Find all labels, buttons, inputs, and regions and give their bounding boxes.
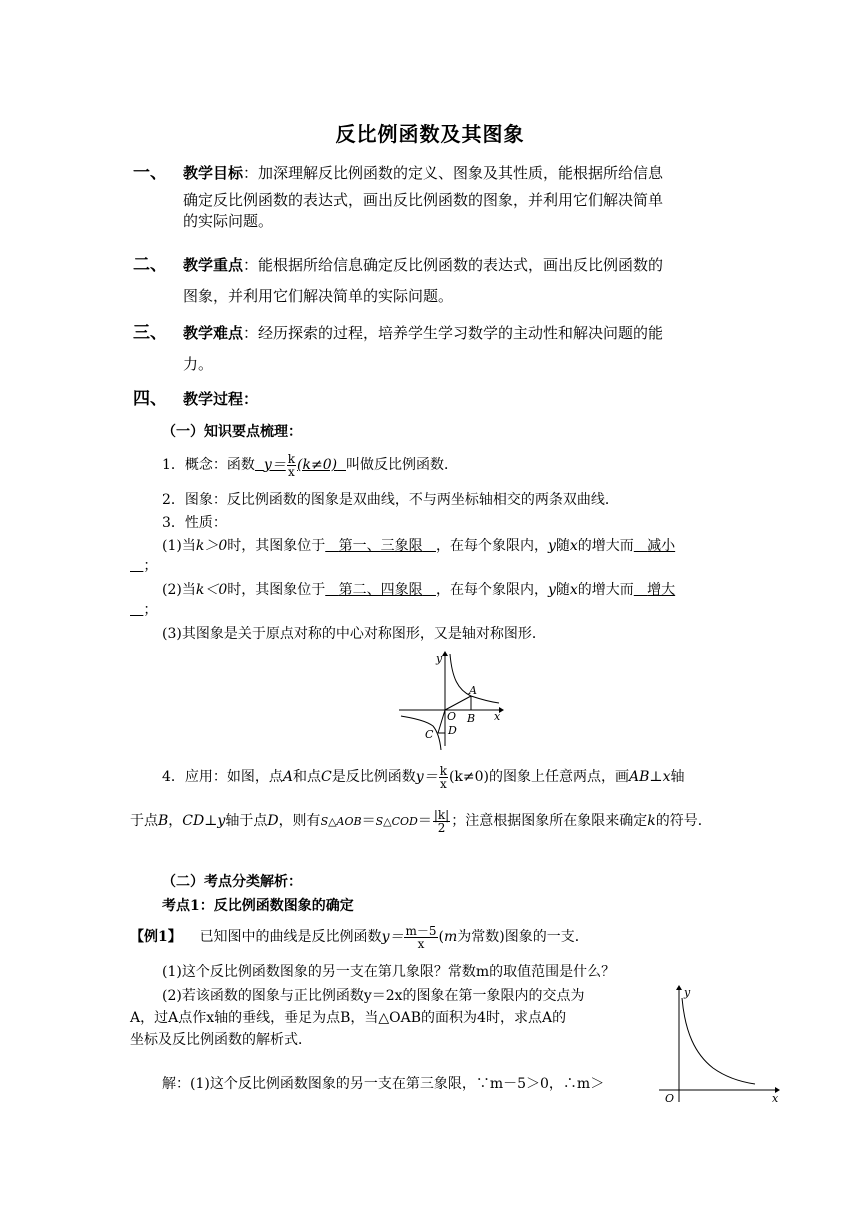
prop-text: 的增大而 bbox=[577, 538, 634, 554]
axis-label-x: x bbox=[494, 710, 501, 723]
section-body bbox=[183, 320, 731, 378]
part2-heading: （二）考点分类解析： bbox=[162, 874, 302, 890]
axis-label-y: y bbox=[684, 986, 691, 999]
prop-text: ； bbox=[143, 558, 158, 574]
item-text: 和点 bbox=[293, 769, 322, 785]
property-3: (3)其图象是关于原点对称的中心对称图形，又是轴对称图形． bbox=[162, 626, 546, 642]
prop-text: ，在每个象限内， bbox=[435, 538, 548, 554]
item-text: 的符号． bbox=[655, 813, 712, 829]
area-aob: S△AOB bbox=[320, 815, 362, 828]
point-label-a: A bbox=[469, 684, 477, 697]
segment-cd: CD bbox=[182, 813, 205, 829]
var-y: y bbox=[547, 538, 556, 554]
section-label: 教学难点 bbox=[183, 324, 244, 342]
prop-answer-text: 第一、三象限 bbox=[338, 538, 423, 554]
part1-heading: （一）知识要点梳理： bbox=[162, 424, 302, 440]
section-number: 四、 bbox=[133, 389, 167, 409]
point-b: B bbox=[158, 813, 169, 829]
item-text: ＝ bbox=[361, 813, 376, 829]
segment-ab: AB bbox=[629, 769, 650, 785]
formula-y: y＝ bbox=[415, 769, 438, 785]
kaodian-heading: 考点1：反比例函数图象的确定 bbox=[162, 898, 354, 914]
prop-answer bbox=[325, 538, 436, 554]
prop-cond: k＜0 bbox=[195, 582, 228, 598]
var-k: k bbox=[647, 813, 656, 829]
prop-text: (2)当 bbox=[162, 582, 196, 598]
property-2-tail bbox=[130, 600, 157, 620]
section-process bbox=[133, 386, 733, 414]
item-text: ＝ bbox=[417, 813, 432, 829]
prop-answer bbox=[325, 582, 436, 598]
prop-answer bbox=[634, 582, 675, 598]
item-application bbox=[162, 764, 685, 790]
prop-text: ，在每个象限内， bbox=[435, 582, 548, 598]
origin-label: O bbox=[447, 710, 457, 723]
point-c: C bbox=[321, 769, 332, 785]
section-body bbox=[183, 160, 731, 235]
item-text: 是反比例函数 bbox=[331, 769, 416, 785]
section-body bbox=[183, 386, 731, 413]
frac-num: |k| bbox=[433, 807, 450, 822]
prop-answer-text: 增大 bbox=[647, 582, 676, 598]
item-graph: 2．图象：反比例函数的图象是双曲线，不与两坐标轴相交的两条双曲线． bbox=[162, 492, 619, 508]
example-text: ( bbox=[438, 929, 444, 945]
section-text: ：经历探索的过程，培养学生学习数学的主动性和解决问题的能 bbox=[243, 324, 664, 342]
section-text: ：加深理解反比例函数的定义、图象及其性质，能根据所给信息 bbox=[243, 164, 664, 182]
item-text: 轴于点 bbox=[225, 813, 268, 829]
example-tag: 【例1】 bbox=[130, 929, 182, 945]
hyperbola-figure bbox=[395, 648, 507, 752]
var-y: y bbox=[547, 582, 556, 598]
question-2-line2: A，过A点作x轴的垂线，垂足为点B，当△OAB的面积为4时，求点A的 bbox=[130, 1010, 567, 1026]
section-label: 教学目标 bbox=[183, 164, 244, 182]
section-objectives bbox=[133, 160, 733, 240]
example-curve-figure bbox=[655, 982, 783, 1106]
section-key-points bbox=[133, 252, 733, 312]
item-application-cont bbox=[130, 808, 712, 835]
section-number: 一、 bbox=[133, 163, 167, 183]
frac-num: k bbox=[287, 451, 296, 466]
var-m: m bbox=[443, 929, 458, 945]
item-text: ， bbox=[168, 813, 183, 829]
frac-den: x bbox=[417, 936, 425, 951]
section-number: 二、 bbox=[133, 255, 167, 275]
var-y: y bbox=[217, 813, 226, 829]
area-cod: S△COD bbox=[375, 815, 418, 828]
prop-text: 随 bbox=[555, 582, 570, 598]
item-text: ⊥ bbox=[649, 769, 663, 785]
item-text: 4．应用：如图，点 bbox=[162, 769, 283, 785]
item-concept bbox=[162, 452, 458, 478]
frac-den: x bbox=[288, 464, 295, 479]
question-2-line1: (2)若该函数的图象与正比例函数y＝2x的图象在第一象限内的交点为 bbox=[162, 988, 585, 1004]
origin-label: O bbox=[665, 1092, 675, 1105]
prop-text: 时，其图象位于 bbox=[227, 538, 326, 554]
item-text: (k≠0)的图象上任意两点，画 bbox=[448, 769, 630, 785]
frac-den: 2 bbox=[437, 820, 446, 835]
prop-answer-text: 第二、四象限 bbox=[338, 582, 423, 598]
prop-text: 的增大而 bbox=[577, 582, 634, 598]
question-2-line3: 坐标及反比例函数的解析式． bbox=[130, 1032, 312, 1048]
formula-cond: (k≠0) bbox=[297, 457, 338, 473]
property-1 bbox=[162, 536, 675, 556]
example-text: 已知图中的曲线是反比例函数 bbox=[199, 929, 382, 945]
axis-label-x: x bbox=[772, 1092, 779, 1105]
prop-answer bbox=[634, 538, 675, 554]
prop-cond: k＞0 bbox=[195, 538, 228, 554]
point-d: D bbox=[267, 813, 279, 829]
frac-num: m－5 bbox=[405, 923, 437, 938]
var-x: x bbox=[662, 769, 671, 785]
fraction bbox=[439, 765, 448, 790]
var-x: x bbox=[569, 582, 578, 598]
property-2 bbox=[162, 580, 675, 600]
formula-y: y＝ bbox=[381, 929, 404, 945]
fraction bbox=[287, 453, 296, 478]
item-text: 1．概念：函数 bbox=[162, 457, 255, 473]
section-label: 教学重点 bbox=[183, 256, 244, 274]
solution-line: 解：(1)这个反比例函数图象的另一支在第三象限，∵m－5＞0，∴m＞ bbox=[162, 1076, 605, 1092]
prop-answer-text: 减小 bbox=[647, 538, 676, 554]
section-text: ：能根据所给信息确定反比例函数的表达式，画出反比例函数的 bbox=[243, 256, 664, 274]
item-text: 叫做反比例函数． bbox=[345, 457, 458, 473]
section-label: 教学过程： bbox=[183, 390, 259, 408]
frac-den: x bbox=[439, 776, 447, 791]
item-text: ，则有 bbox=[278, 813, 321, 829]
question-1: (1)这个反比例函数图象的另一支在第几象限？常数m的取值范围是什么？ bbox=[162, 964, 616, 980]
concept-answer bbox=[255, 451, 346, 479]
item-text: 轴 bbox=[670, 769, 685, 785]
section-text: 确定反比例函数的表达式，画出反比例函数的图象，并利用它们解决简单 bbox=[183, 191, 664, 209]
item-text: ⊥ bbox=[204, 813, 218, 829]
fraction bbox=[433, 809, 450, 834]
fraction bbox=[404, 925, 437, 950]
item-text: ；注意根据图象所在象限来确定 bbox=[451, 813, 648, 829]
point-a: A bbox=[282, 769, 294, 785]
frac-num: k bbox=[439, 763, 447, 778]
section-number: 三、 bbox=[133, 323, 167, 343]
prop-text: 随 bbox=[555, 538, 570, 554]
item-text: 于点 bbox=[130, 813, 158, 829]
section-text: 力。 bbox=[183, 355, 214, 373]
section-body bbox=[183, 252, 731, 310]
example-text: 为常数)图象的一支． bbox=[457, 929, 589, 945]
var-x: x bbox=[569, 538, 578, 554]
example-1 bbox=[130, 924, 589, 950]
point-label-b: B bbox=[467, 712, 476, 725]
prop-text: ； bbox=[143, 602, 158, 618]
prop-text: 时，其图象位于 bbox=[227, 582, 326, 598]
item-properties: 3．性质： bbox=[162, 515, 227, 531]
prop-text: (1)当 bbox=[162, 538, 196, 554]
axis-label-y: y bbox=[436, 652, 443, 665]
formula-y: y＝ bbox=[263, 457, 286, 473]
point-label-d: D bbox=[448, 724, 457, 737]
section-text: 图象，并利用它们解决简单的实际问题。 bbox=[183, 287, 454, 305]
section-difficulties bbox=[133, 320, 733, 380]
section-text: 的实际问题。 bbox=[183, 212, 274, 230]
page-title: 反比例函数及其图象 bbox=[335, 122, 525, 146]
point-label-c: C bbox=[425, 728, 434, 741]
property-1-tail bbox=[130, 556, 157, 576]
